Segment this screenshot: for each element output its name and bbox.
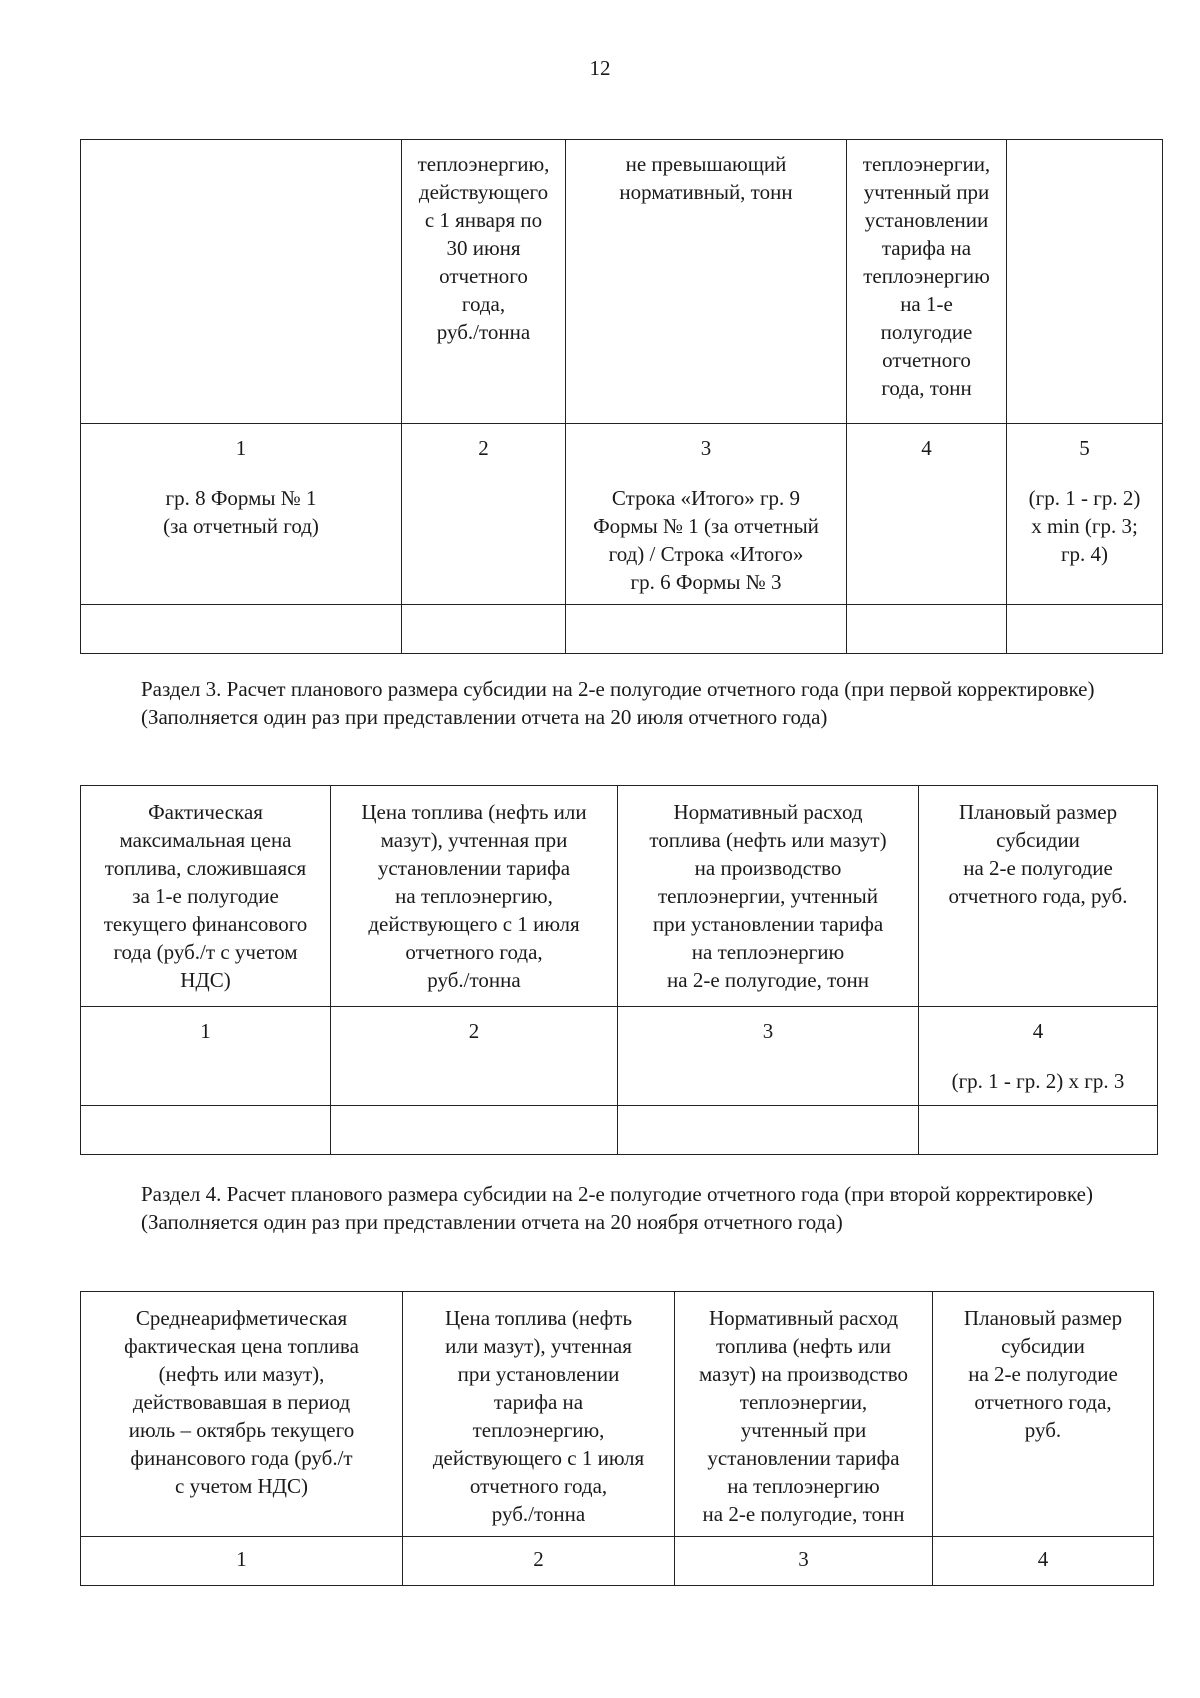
header-cell-3: не превышающий нормативный, тонн xyxy=(566,140,847,424)
empty-cell xyxy=(618,1106,919,1155)
header-cell-1: Среднеарифметическая фактическая цена топлива (нефть или мазут), действовавшая в период июль – октябрь текущего финансового года (руб./т с учетом НДС) xyxy=(81,1292,403,1537)
empty-cell xyxy=(81,605,402,654)
header-cell-2: Цена топлива (нефть или мазут), учтенная при установлении тарифа на теплоэнергию, действующего с 1 июля отчетного года, руб./тонна xyxy=(403,1292,675,1537)
column-cell-4 xyxy=(919,1007,1158,1106)
table-empty-row xyxy=(81,1106,1158,1155)
column-cell-1 xyxy=(81,1007,331,1106)
empty-cell xyxy=(847,605,1007,654)
column-number: 4 xyxy=(1037,1547,1049,1571)
column-cell-2 xyxy=(331,1007,618,1106)
table-number-row xyxy=(81,1537,1154,1586)
header-cell-4: теплоэнергии, учтенный при установлении тарифа на теплоэнергию на 1-е полугодие отчетного года, тонн xyxy=(847,140,1007,424)
column-number: 1 xyxy=(235,436,247,460)
column-cell-2 xyxy=(402,424,566,605)
column-number: 3 xyxy=(798,1547,809,1571)
column-cell-2 xyxy=(403,1537,675,1586)
column-number: 4 xyxy=(921,436,932,460)
column-formula: гр. 8 Формы № 1 (за отчетный год) xyxy=(163,486,319,538)
header-cell-3: Нормативный расход топлива (нефть или мазут) на производство теплоэнергии, учтенный при установлении тарифа на теплоэнергию на 2-е полугодие, тонн xyxy=(675,1292,933,1537)
table-number-row xyxy=(81,424,1163,605)
column-cell-1 xyxy=(81,1537,403,1586)
column-number: 4 xyxy=(1032,1019,1044,1043)
header-cell-4: Плановый размер субсидии на 2-е полугодие отчетного года, руб. xyxy=(933,1292,1154,1537)
column-cell-3 xyxy=(566,424,847,605)
section-4 xyxy=(86,1180,1136,1236)
header-cell-2: теплоэнергию, действующего с 1 января по 30 июня отчетного года, руб./тонна xyxy=(402,140,566,424)
section-4-table xyxy=(80,1291,1154,1586)
section-4-note: (Заполняется один раз при представлении отчета на 20 ноября отчетного года) xyxy=(141,1210,843,1234)
column-number: 2 xyxy=(478,436,489,460)
column-cell-5 xyxy=(1007,424,1163,605)
table-header-row xyxy=(81,1292,1154,1537)
column-cell-1 xyxy=(81,424,402,605)
header-cell-1 xyxy=(81,140,402,424)
empty-cell xyxy=(1007,605,1163,654)
header-cell-5 xyxy=(1007,140,1163,424)
column-cell-3 xyxy=(675,1537,933,1586)
table-header-row xyxy=(81,140,1163,424)
column-number: 3 xyxy=(700,436,712,460)
header-cell-1: Фактическая максимальная цена топлива, сложившаяся за 1-е полугодие текущего финансового года (руб./т с учетом НДС) xyxy=(81,786,331,1007)
column-number: 2 xyxy=(533,1547,544,1571)
empty-cell xyxy=(402,605,566,654)
page-number: 12 xyxy=(589,56,611,80)
header-cell-3: Нормативный расход топлива (нефть или мазут) на производство теплоэнергии, учтенный при установлении тарифа на теплоэнергию на 2-е полугодие, тонн xyxy=(618,786,919,1007)
section-3-title: Раздел 3. Расчет планового размера субсидии на 2-е полугодие отчетного года (при первой корректировке) xyxy=(141,677,1095,701)
section-3 xyxy=(86,675,1136,731)
header-cell-4: Плановый размер субсидии на 2-е полугодие отчетного года, руб. xyxy=(919,786,1158,1007)
table-continuation xyxy=(80,139,1163,654)
section-4-title: Раздел 4. Расчет планового размера субсидии на 2-е полугодие отчетного года (при второй корректировке) xyxy=(141,1182,1093,1206)
header-cell-2: Цена топлива (нефть или мазут), учтенная при установлении тарифа на теплоэнергию, действующего с 1 июля отчетного года, руб./тонна xyxy=(331,786,618,1007)
column-number: 5 xyxy=(1079,436,1090,460)
empty-cell xyxy=(566,605,847,654)
section-3-note: (Заполняется один раз при представлении отчета на 20 июля отчетного года) xyxy=(141,705,828,729)
column-number: 1 xyxy=(236,1547,247,1571)
column-number: 1 xyxy=(200,1019,211,1043)
table-header-row xyxy=(81,786,1158,1007)
column-formula: Строка «Итого» гр. 9 Формы № 1 (за отчетный год) / Строка «Итого» гр. 6 Формы № 3 xyxy=(593,486,819,594)
column-cell-4 xyxy=(933,1537,1154,1586)
table-empty-row xyxy=(81,605,1163,654)
column-cell-3 xyxy=(618,1007,919,1106)
empty-cell xyxy=(919,1106,1158,1155)
column-number: 2 xyxy=(468,1019,480,1043)
column-formula: (гр. 1 - гр. 2) x гр. 3 xyxy=(951,1069,1125,1093)
column-number: 3 xyxy=(762,1019,774,1043)
section-3-table xyxy=(80,785,1158,1155)
empty-cell xyxy=(81,1106,331,1155)
column-cell-4 xyxy=(847,424,1007,605)
empty-cell xyxy=(331,1106,618,1155)
table-number-row xyxy=(81,1007,1158,1106)
column-formula: (гр. 1 - гр. 2) x min (гр. 3; гр. 4) xyxy=(1028,486,1141,566)
